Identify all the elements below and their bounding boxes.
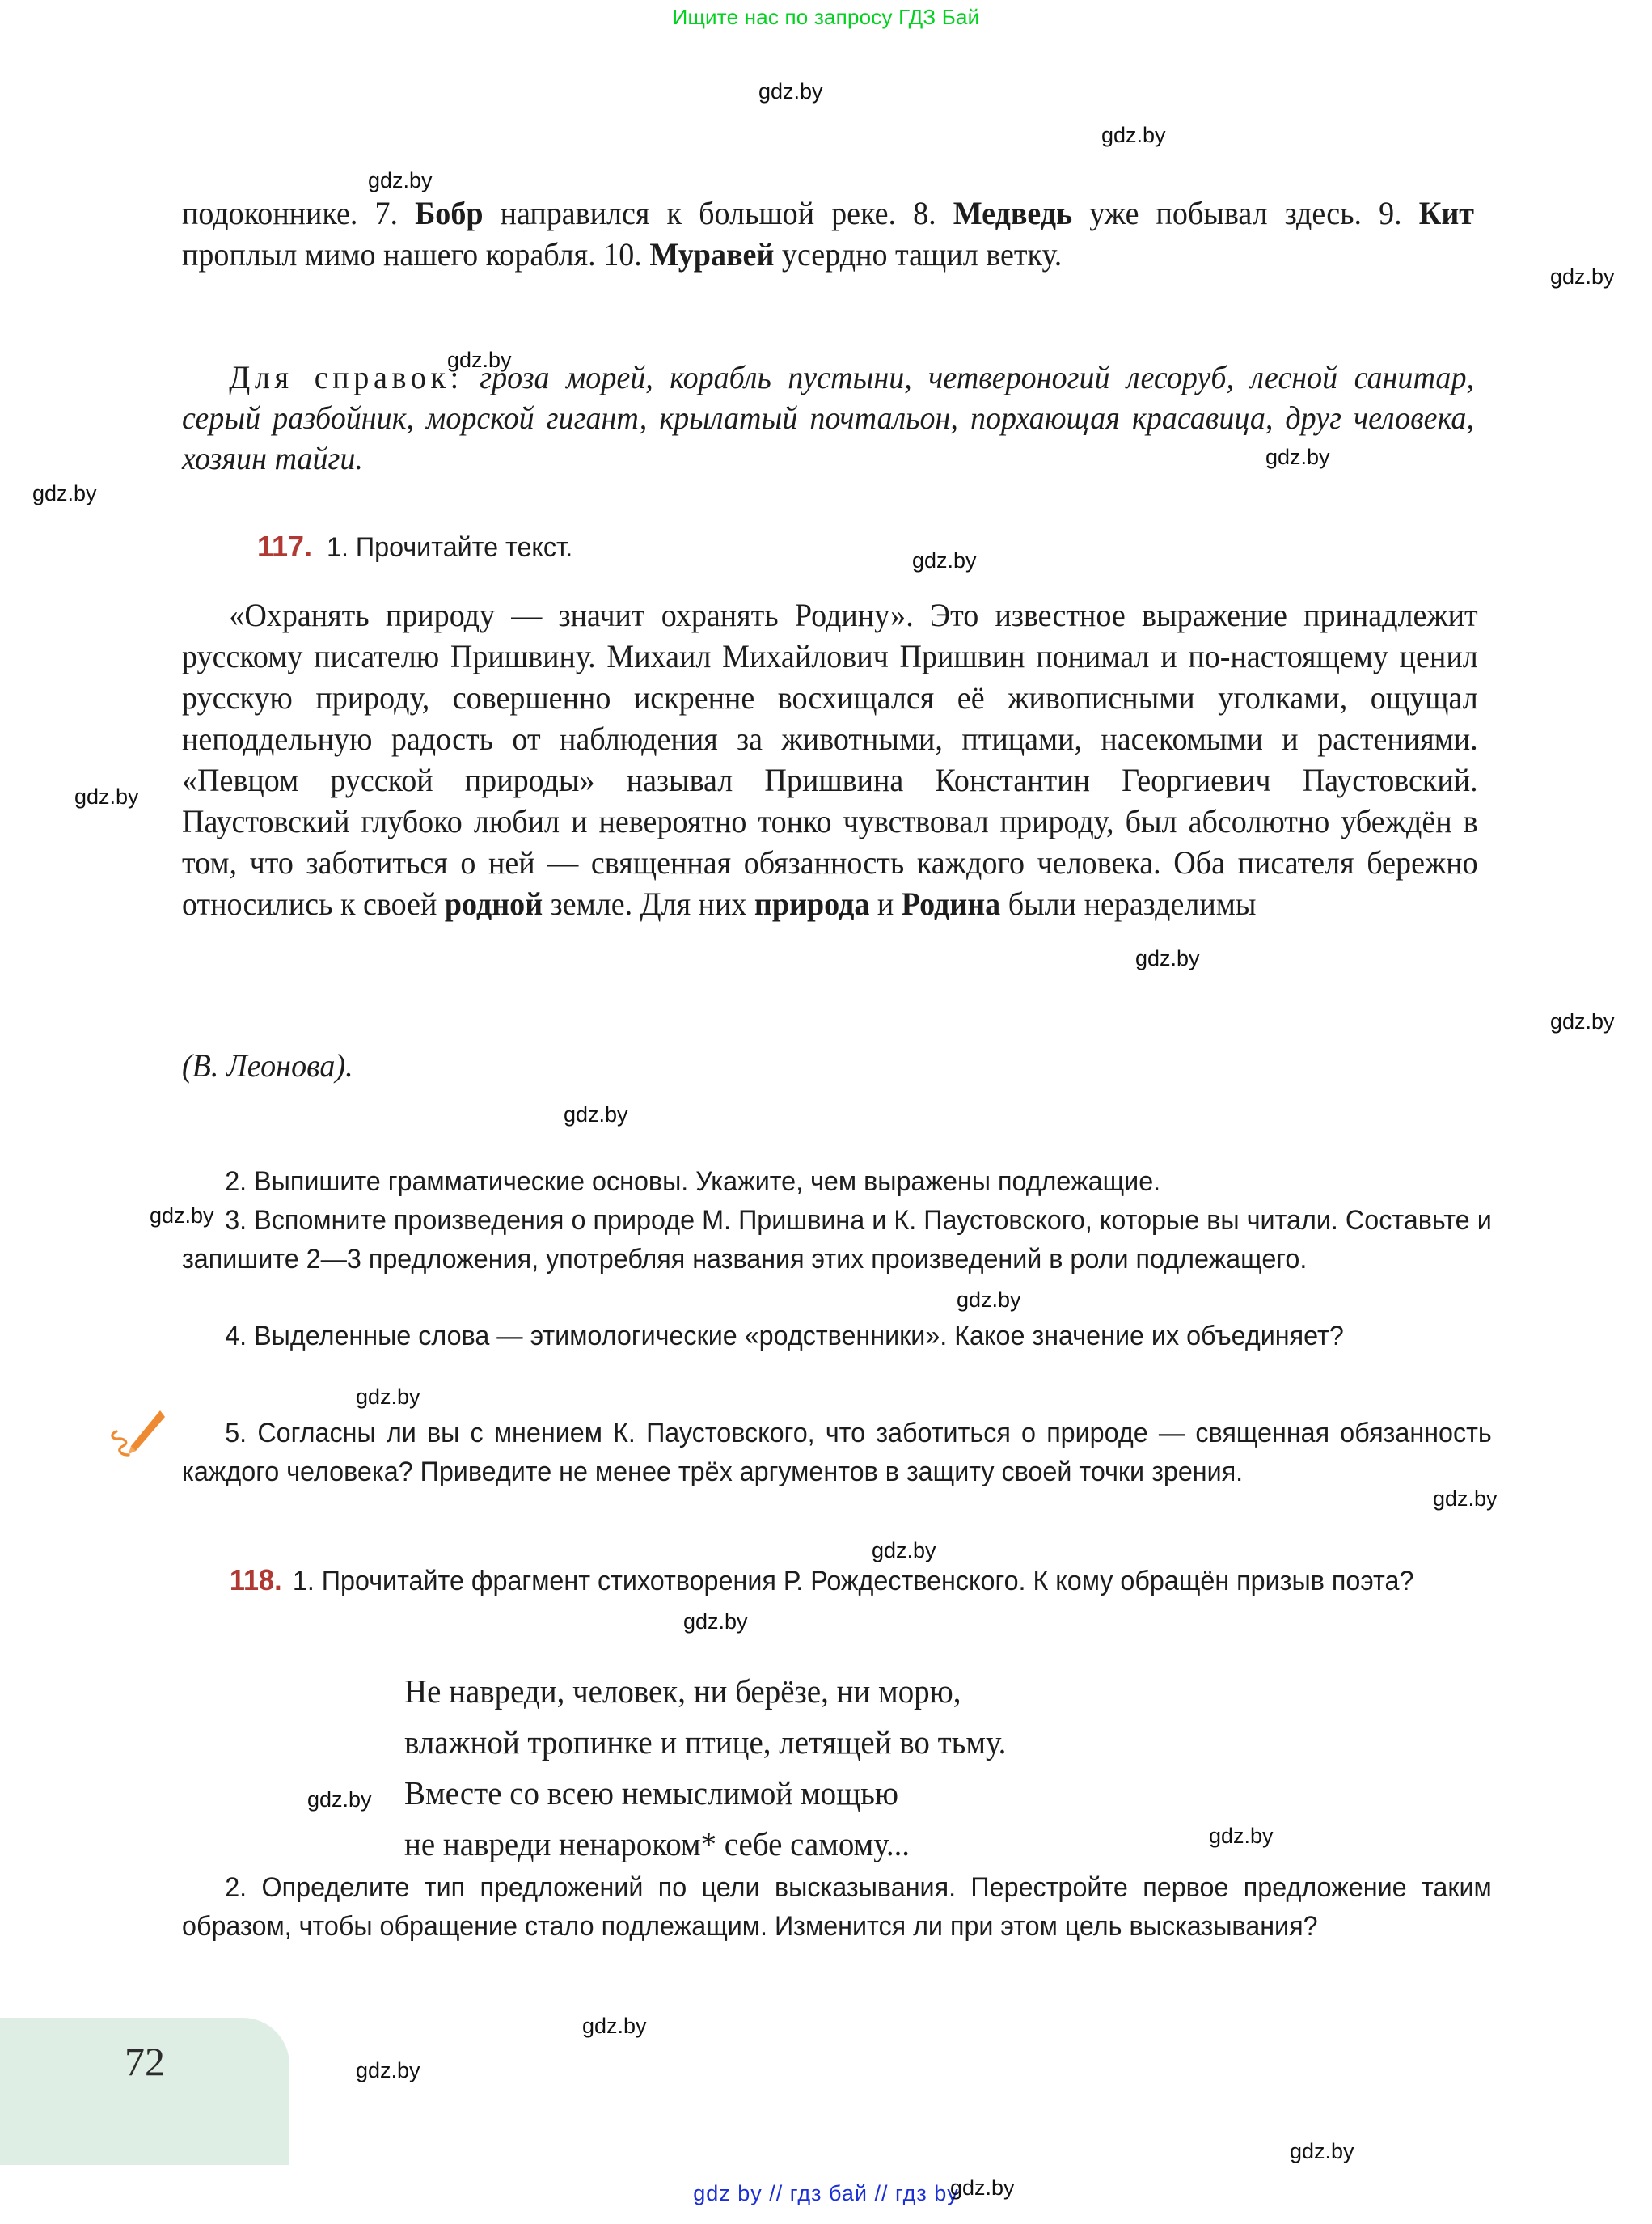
reference-list: гроза морей, корабль пустыни, четвероногий лесоруб, лесной санитар, серый разбойник, морской гигант, крылатый почтальон, порхающая красавица, друг человека, хозяин тайги. xyxy=(182,359,1475,476)
reading-text-part-3: и xyxy=(869,886,902,922)
watermark: gdz.by xyxy=(950,2175,1015,2200)
reading-text-part-2: земле. Для них xyxy=(543,886,754,922)
watermark: gdz.by xyxy=(564,1102,628,1127)
exercise-117-task-5-block xyxy=(182,1414,1492,1491)
watermark: gdz.by xyxy=(368,168,433,192)
watermark: gdz.by xyxy=(356,1385,420,1409)
attribution-text: (В. Леонова). xyxy=(182,1047,353,1084)
poem-line-4: не навреди ненароком* себе самому... xyxy=(404,1825,911,1862)
exercise-117-task-5: 5. Согласны ли вы с мнением К. Паустовского, что заботиться о природе — священная обязанность каждого человека? Приведите не менее трёх аргументов в защиту своей точки зрения. xyxy=(182,1418,1492,1487)
bold-word-rodina: Родина xyxy=(901,886,1001,922)
reference-block xyxy=(182,357,1474,479)
top-exercise-text-5: усердно тащил ветку. xyxy=(774,236,1063,273)
exercise-118-block xyxy=(182,1561,1492,1600)
reading-text-part-4: были неразделимы xyxy=(1000,886,1257,922)
bold-word-kit: Кит xyxy=(1418,195,1474,231)
watermark: gdz.by xyxy=(957,1287,1021,1312)
reference-label: Для справок: xyxy=(229,359,463,395)
top-exercise-continuation xyxy=(182,192,1474,275)
watermark: gdz.by xyxy=(912,548,977,573)
watermark: gdz.by xyxy=(1550,264,1615,289)
watermark: gdz.by xyxy=(356,2058,420,2082)
watermark: gdz.by xyxy=(1550,1009,1615,1034)
poem-line-3: Вместе со всею немыслимой мощью xyxy=(404,1774,898,1812)
watermark: gdz.by xyxy=(1265,445,1330,469)
exercise-117-number: 117. xyxy=(257,530,313,563)
top-exercise-text-4: проплыл мимо нашего корабля. 10. xyxy=(182,236,650,273)
exercise-117-task-2-block xyxy=(182,1162,1492,1201)
watermark: gdz.by xyxy=(1135,946,1200,970)
exercise-117-task-4: 4. Выделенные слова — этимологические «родственники». Какое значение их объединяет? xyxy=(225,1321,1344,1351)
watermark: gdz.by xyxy=(307,1787,372,1812)
reading-text-part-1: «Охранять природу — значит охранять Родину». Это известное выражение принадлежит русскому писателю Пришвину. Михаил Михайлович Пришвин понимал и по-настоящему ценил русскую природу, совершенно искренне восхищался её живописными уголками, ощущал неподдельную радость от наблюдения за животными, птицами, насекомыми и растениями. «Певцом русской природы» называл Пришвина Константин Георгиевич Паустовский. Паустовский глубоко любил и невероятно тонко чувствовал природу, был абсолютно убеждён в том, что заботиться о ней — священная обязанность каждого человека. Оба писателя бережно относились к своей xyxy=(182,597,1478,922)
bold-word-bobr: Бобр xyxy=(415,195,484,231)
watermark: gdz.by xyxy=(1101,123,1166,147)
bold-word-medved: Медведь xyxy=(953,195,1073,231)
poem-block xyxy=(404,1666,1006,1870)
watermark: gdz.by xyxy=(1433,1486,1498,1511)
exercise-117-task-3: 3. Вспомните произведения о природе М. Пришвина и К. Паустовского, которые вы читали. Составьте и запишите 2—3 предложения, употребляя названия этих произведений в роли подлежащего. xyxy=(182,1205,1492,1275)
watermark: gdz.by xyxy=(683,1609,748,1634)
exercise-117-task-1: 1. Прочитайте текст. xyxy=(327,532,573,563)
exercise-118-task-2-block xyxy=(182,1868,1492,1946)
footer-links: gdz by // гдз бай // гдз by xyxy=(693,2181,959,2205)
exercise-117-task-4-block xyxy=(182,1317,1492,1355)
bold-word-muravey: Муравей xyxy=(649,236,775,273)
poem-line-1: Не навреди, человек, ни берёзе, ни морю, xyxy=(404,1672,961,1710)
bold-word-priroda: природа xyxy=(754,886,870,922)
exercise-117-task-3-block xyxy=(182,1201,1492,1279)
watermark: gdz.by xyxy=(872,1538,936,1562)
poem-line-2: влажной тропинке и птице, летящей во тьму. xyxy=(404,1723,1007,1761)
exercise-117-reading-text xyxy=(182,594,1478,924)
top-exercise-text-2: направился к большой реке. 8. xyxy=(483,195,953,231)
bold-word-rodnoy: родной xyxy=(444,886,543,922)
watermark: gdz.by xyxy=(1209,1824,1274,1848)
top-exercise-text: подоконнике. 7. xyxy=(182,195,416,231)
watermark: gdz.by xyxy=(150,1203,214,1228)
exercise-118-task-2: 2. Определите тип предложений по цели высказывания. Перестройте первое предложение таким образом, чтобы обращение стало подлежащим. Изменится ли при этом цель высказывания? xyxy=(182,1872,1492,1942)
exercise-117-task-2: 2. Выпишите грамматические основы. Укажите, чем выражены подлежащие. xyxy=(225,1166,1161,1197)
watermark: gdz.by xyxy=(582,2014,647,2038)
watermark: gdz.by xyxy=(1290,2139,1354,2163)
watermark: gdz.by xyxy=(74,784,139,809)
promo-banner: Ищите нас по запросу ГДЗ Бай xyxy=(672,5,980,29)
pen-icon xyxy=(104,1409,167,1461)
exercise-117-attribution xyxy=(182,1045,1478,1086)
watermark: gdz.by xyxy=(32,481,97,505)
page-number: 72 xyxy=(125,2039,165,2084)
exercise-118-task-1: 1. Прочитайте фрагмент стихотворения Р. Рождественского. К кому обращён призыв поэта? xyxy=(292,1566,1414,1596)
watermark: gdz.by xyxy=(447,348,512,372)
top-exercise-text-3: уже побывал здесь. 9. xyxy=(1072,195,1419,231)
exercise-117-header xyxy=(257,530,585,564)
exercise-118-number: 118. xyxy=(229,1563,282,1596)
watermark: gdz.by xyxy=(758,79,823,104)
